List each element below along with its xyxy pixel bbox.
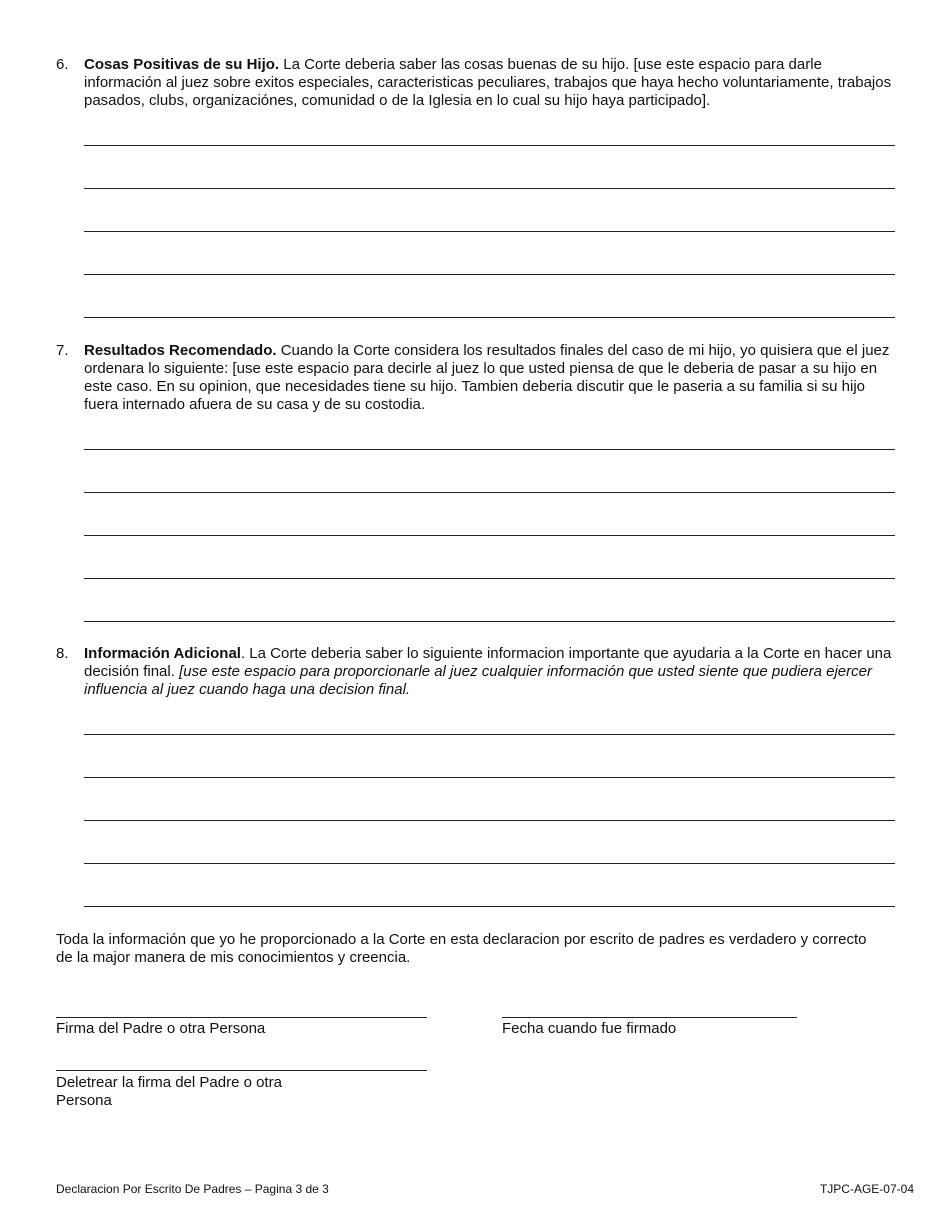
item-text bbox=[84, 645, 896, 699]
date-signed-label: Fecha cuando fue firmado bbox=[502, 1020, 677, 1037]
item-text bbox=[84, 56, 896, 110]
answer-line[interactable] bbox=[84, 863, 895, 864]
parent-signature-label: Firma del Padre o otra Persona bbox=[56, 1020, 266, 1037]
item-title: Información Adicional bbox=[84, 645, 241, 662]
footer-page-info: Declaracion Por Escrito De Padres – Pagina 3 de 3 bbox=[56, 1182, 329, 1196]
footer-form-code: TJPC-AGE-07-04 bbox=[819, 1182, 914, 1196]
item-text bbox=[84, 342, 896, 414]
printed-name-line[interactable] bbox=[56, 1070, 427, 1071]
answer-line[interactable] bbox=[84, 145, 895, 146]
answer-line[interactable] bbox=[84, 449, 895, 450]
answer-line[interactable] bbox=[84, 820, 895, 821]
answer-line[interactable] bbox=[84, 492, 895, 493]
answer-line[interactable] bbox=[84, 188, 895, 189]
answer-line[interactable] bbox=[84, 231, 895, 232]
answer-line[interactable] bbox=[84, 317, 895, 318]
item-body: La Corte deberia saber las cosas buenas de su hijo. [use este espacio para darle información al juez sobre exitos especiales, caracteristicas peculiares, trabajos que haya hecho voluntariamente, trabajos pasados, clubs, organizaciónes, comunidad o de la Iglesia en lo cual su hijo haya participado]. bbox=[84, 56, 892, 109]
answer-line[interactable] bbox=[84, 535, 895, 536]
item-body: Cuando la Corte considera los resultados finales del caso de mi hijo, yo quisiera que el juez ordenara lo siguiente: [use este espacio para decirle al juez lo que usted piensa de que le deberia de pasar a su hijo en este caso. En su opinion, que necesidades tiene su hijo. Tambien deberia discutir que le paseria a su familia si su hijo fuera internado afuera de su casa y de su costodia. bbox=[84, 342, 890, 413]
item-body: . La Corte deberia saber lo siguiente informacion importante que ayudaria a la Corte en hacer una decisión final. bbox=[84, 645, 892, 680]
item-number: 8. bbox=[56, 645, 69, 662]
printed-name-label: Deletrear la firma del Padre o otra Persona bbox=[56, 1074, 282, 1109]
item-number: 6. bbox=[56, 56, 69, 73]
answer-line[interactable] bbox=[84, 274, 895, 275]
date-signed-line[interactable] bbox=[502, 1017, 797, 1018]
answer-line[interactable] bbox=[84, 777, 895, 778]
parent-signature-line[interactable] bbox=[56, 1017, 427, 1018]
item-title: Cosas Positivas de su Hijo. bbox=[84, 56, 280, 73]
answer-line[interactable] bbox=[84, 578, 895, 579]
certification-statement: Toda la información que yo he proporcionado a la Corte en esta declaracion por escrito de padres es verdadero y correcto de la major manera de mis conocimientos y creencia. bbox=[56, 931, 867, 966]
item-instruction: [use este espacio para proporcionarle al juez cualquier información que usted siente que pudiera ejercer influencia al juez cuando haga una decision final. bbox=[84, 663, 872, 698]
item-number: 7. bbox=[56, 342, 69, 359]
answer-line[interactable] bbox=[84, 734, 895, 735]
answer-line[interactable] bbox=[84, 621, 895, 622]
answer-line[interactable] bbox=[84, 906, 895, 907]
item-title: Resultados Recomendado. bbox=[84, 342, 277, 359]
